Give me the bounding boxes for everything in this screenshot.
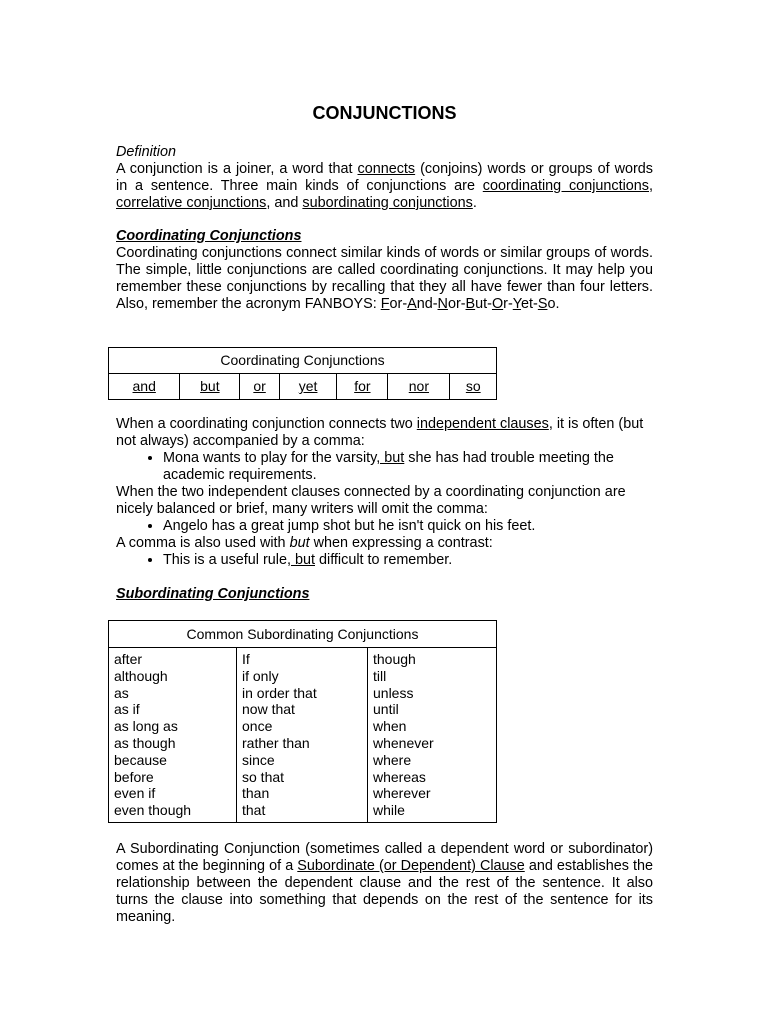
coordinating-conjunctions-link[interactable]: coordinating conjunctions [482,178,649,194]
comma-paragraph-2: When the two independent clauses connected by a coordinating conjunction are nicely balanced or brief, many writers will omit the comma: [116,484,626,517]
fanboys-letter: Y [512,296,522,312]
fanboys-rest: or [447,296,461,312]
example-bullet-2: • Angelo has a great jump shot but he isn't quick on his feet. [163,518,653,535]
coordinating-word-cell [240,374,279,400]
subordinating-word: after [114,651,143,667]
subordinating-word: even if [114,785,156,802]
subordinating-column-2 [237,648,368,823]
subordinating-word: if only [242,667,279,684]
subordinating-word: as long as [114,718,178,735]
fanboys-letter: F [380,296,390,312]
subordinating-word: as if [114,701,140,718]
page-title: CONJUNCTIONS [312,103,457,123]
fanboys-rest: et [521,296,534,312]
subordinating-description [116,841,653,926]
example-bullet-3: • This is a useful rule, but difficult to remember. [163,552,653,569]
coordinating-table [108,347,497,400]
comma-usage-section [116,416,653,569]
example-list-1 [116,450,653,484]
subordinating-table [108,620,497,823]
coordinating-word-cell [279,374,337,400]
subordinating-word: while [373,802,405,819]
example-list-3 [116,552,653,569]
subordinating-word: that [242,802,266,819]
coordinating-word[interactable]: for [354,378,371,394]
independent-clauses-link[interactable]: independent clauses [416,416,549,432]
fanboys-letter: S [537,296,548,312]
subordinating-word: If [242,651,250,667]
coordinating-word[interactable]: nor [408,378,429,394]
subordinating-word: because [114,751,167,768]
fanboys-separator: - [402,296,408,312]
subordinating-word: although [114,667,168,684]
subordinating-word: where [373,751,412,768]
subordinating-word: so that [242,768,285,785]
definition-label: Definition [116,144,176,160]
coordinating-word[interactable]: so [465,378,481,394]
correlative-conjunctions-link[interactable]: correlative conjunctions [116,195,267,211]
fanboys-separator: - [460,296,466,312]
subordinating-word: since [242,751,275,768]
coordinating-paragraph: Coordinating conjunctions connect similar kinds of words or similar groups of words. The simple, little conjunctions are called coordinating conjunctions. It may help you remember these conjunctions by recalling that they all have fewer than four letters. Also, remember the acronym FANBOYS: For-And-Nor-But-Or-Yet-So. [116,245,653,312]
fanboys-letter: O [491,296,504,312]
coordinating-table-header: Coordinating Conjunctions [109,348,497,374]
fanboys-rest: or [389,296,403,312]
coordinating-word[interactable]: yet [298,378,318,394]
subordinating-word: unless [373,684,414,701]
fanboys-letter: B [465,296,476,312]
fanboys-acronym [381,296,560,312]
connects-link[interactable]: connects [357,161,416,177]
subordinating-word: as though [114,734,176,751]
coordinating-heading: Coordinating Conjunctions [116,228,302,244]
subordinating-table-header: Common Subordinating Conjunctions [109,621,497,648]
coordinating-word-cell [109,374,180,400]
fanboys-separator: - [432,296,438,312]
coordinating-word-cell [388,374,450,400]
fanboys-letter: N [437,296,448,312]
comma-paragraph-3: A comma is also used with but when expressing a contrast: [116,535,493,551]
subordinating-word: whenever [373,734,434,751]
subordinating-word: when [373,718,407,735]
subordinating-word: now that [242,701,295,718]
fanboys-separator: - [507,296,513,312]
definition-section [116,144,653,212]
subordinating-word: in order that [242,684,317,701]
coordinating-word-cell [337,374,388,400]
subordinating-section [116,586,653,603]
coordinating-word-cell [180,374,240,400]
subordinating-conjunctions-link[interactable]: subordinating conjunctions [302,195,473,211]
subordinating-column-3 [368,648,497,823]
fanboys-end: . [555,296,560,312]
coordinating-section [116,228,653,313]
fanboys-separator: - [487,296,492,312]
fanboys-letter: A [407,296,417,312]
subordinating-heading: Subordinating Conjunctions [116,586,310,602]
subordinating-word: rather than [242,734,310,751]
fanboys-separator: - [533,296,538,312]
subordinating-word: once [242,718,273,735]
subordinate-clause-link[interactable]: Subordinate (or Dependent) Clause [297,858,525,874]
fanboys-rest: nd [416,296,433,312]
coordinating-word[interactable]: or [253,378,266,394]
subordinating-column-1 [109,648,237,823]
example-bullet-1: • Mona wants to play for the varsity, but she has had trouble meeting the academic requirements. [163,450,653,484]
example-list-2 [116,518,653,535]
subordinating-word: though [373,651,416,667]
coordinating-table-row [109,374,497,400]
fanboys-rest: r [503,296,508,312]
subordinating-word: before [114,768,154,785]
subordinating-word: whereas [373,768,426,785]
subordinating-word: even though [114,802,192,819]
coordinating-word[interactable]: but [200,378,220,394]
coordinating-word-cell [450,374,497,400]
subordinating-word: till [373,667,387,684]
fanboys-rest: o [547,296,556,312]
subordinating-word: as [114,684,129,701]
fanboys-rest: ut [475,296,488,312]
coordinating-word[interactable]: and [132,378,156,394]
subordinating-word: wherever [373,785,431,802]
definition-paragraph: A conjunction is a joiner, a word that connects (conjoins) words or groups of words in a sentence. Three main kinds of conjunctions are coordinating conjunctions, correlative conjunctions, and subordinating conjunctions. [116,161,653,211]
subordinating-word: than [242,785,270,802]
subordinating-paragraph: A Subordinating Conjunction (sometimes called a dependent word or subordinator) comes at the beginning of a Subordinate (or Dependent) Clause and establishes the relationship between the dependent clause and the rest of the sentence. It also turns the clause into something that depends on the rest of the sentence for its meaning. [116,841,653,925]
subordinating-word: until [373,701,399,718]
comma-paragraph-1: When a coordinating conjunction connects two independent clauses, it is often (but not always) accompanied by a comma: [116,416,644,449]
